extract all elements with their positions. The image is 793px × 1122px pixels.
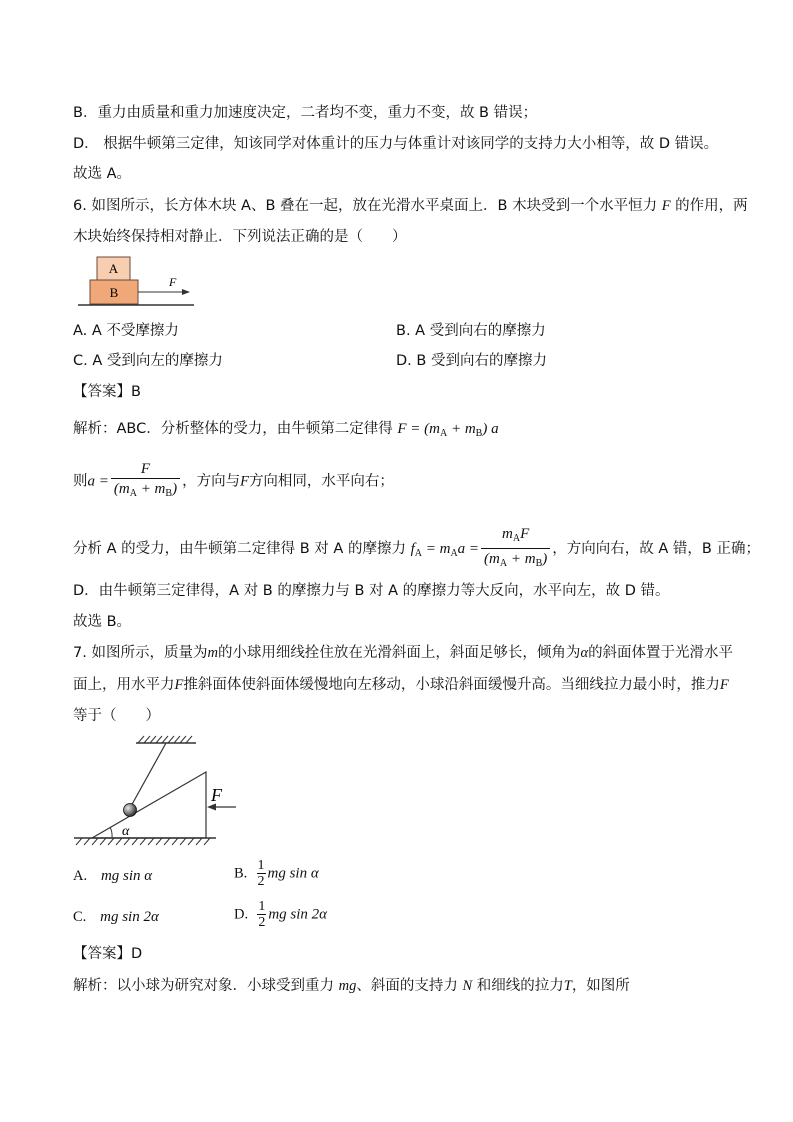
- formula-newton-whole: $F = (m_A + m_B)$ a: [397, 421, 499, 439]
- prev-analysis-line-d: D． 根据牛顿第三定律，知该同学对体重计的压力与体重计对该同学的支持力大小相等，故 D 错误。: [73, 136, 719, 152]
- q6-option-d[interactable]: D. B 受到向右的摩擦力: [396, 353, 547, 369]
- incline: [92, 772, 206, 838]
- q6-option-a[interactable]: A. A 不受摩擦力: [73, 323, 179, 339]
- fraction-friction: $\frac{m_AF}{(m_A + m_B)}$: [481, 525, 550, 573]
- q7-stem-line2: 面上，用水平力F推斜面体使斜面体缓慢地向左移动，小球沿斜面缓慢升高。当细线拉力最小时，推力F: [73, 677, 729, 693]
- half-fraction: $\frac{1}{2}$: [257, 858, 265, 889]
- block-b-label: B: [109, 285, 119, 300]
- q6-solution-line4: D．由牛顿第三定律得，A 对 B 的摩擦力与 B 对 A 的摩擦力等大反向，水平向左，故 D 错。: [73, 583, 670, 599]
- q7-option-d[interactable]: D. $\frac{1}{2}$ mg sin 2α: [234, 899, 328, 930]
- q7-option-b[interactable]: B. $\frac{1}{2}$ mg sin α: [234, 858, 319, 889]
- q6-solution-line3: 分析 A 的受力，由牛顿第二定律得 B 对 A 的摩擦力 $f_A = m_Aa$ = $\frac{m_AF}{(m_A + m_B)}$ ，方向向右，故 A 错，B 正确；: [73, 525, 760, 565]
- q7-solution-line1: 解析：以小球为研究对象．小球受到重力 mg、斜面的支持力 N 和细线的拉力T，如图所: [73, 978, 630, 994]
- q6-stem-line2: 木块始终保持相对静止．下列说法正确的是（ ）: [73, 229, 407, 245]
- push-label: F: [211, 785, 222, 805]
- half-fraction: $\frac{1}{2}$: [258, 899, 266, 930]
- q6-solution-line1: 解析：ABC．分析整体的受力，由牛顿第二定律得 $F = (m_A + m_B)$ a: [73, 421, 499, 439]
- ceiling-hatch: [138, 736, 192, 743]
- formula-friction: $f_A = m_Aa$ =: [410, 541, 480, 559]
- q7-answer: 【答案】D: [73, 946, 143, 962]
- q6-figure: [72, 252, 202, 312]
- q7-option-c[interactable]: C. mg sin 2α: [73, 909, 159, 925]
- q6-answer: 【答案】B: [73, 384, 141, 400]
- q6-stem-line1: 6. 如图所示，长方体木块 A、B 叠在一起，放在光滑水平桌面上．B 木块受到一个水平恒力 F 的作用，两: [73, 198, 748, 214]
- q7-figure: [70, 735, 250, 850]
- q6-conclusion: 故选 B。: [73, 614, 132, 630]
- ball: [124, 804, 137, 817]
- prev-conclusion: 故选 A。: [73, 166, 132, 182]
- force-label: F: [169, 275, 177, 289]
- q6-solution-line2: 则a = $\frac{F}{(m_A + m_B)}$ ，方向与F方向相同，水平向右；: [73, 460, 394, 500]
- q7-stem-line1: 7. 如图所示，质量为m的小球用细线拴住放在光滑斜面上，斜面足够长，倾角为α的斜面体置于光滑水平: [73, 645, 734, 661]
- block-a-label: A: [108, 261, 119, 276]
- q7-stem-line3: 等于（ ）: [73, 708, 160, 724]
- q6-option-b[interactable]: B. A 受到向右的摩擦力: [396, 323, 546, 339]
- formula-acceleration: a =: [87, 473, 109, 490]
- force-arrowhead: [182, 289, 190, 295]
- fraction-acceleration: $\frac{F}{(m_A + m_B)}$: [111, 460, 180, 503]
- angle-label: α: [122, 824, 130, 839]
- prev-analysis-line-b: B．重力由质量和重力加速度决定，二者均不变，重力不变，故 B 错误；: [73, 105, 538, 121]
- q6-option-c[interactable]: C. A 受到向左的摩擦力: [73, 353, 223, 369]
- q7-option-a[interactable]: A. mg sin α: [73, 868, 153, 884]
- ground-hatch: [76, 838, 210, 845]
